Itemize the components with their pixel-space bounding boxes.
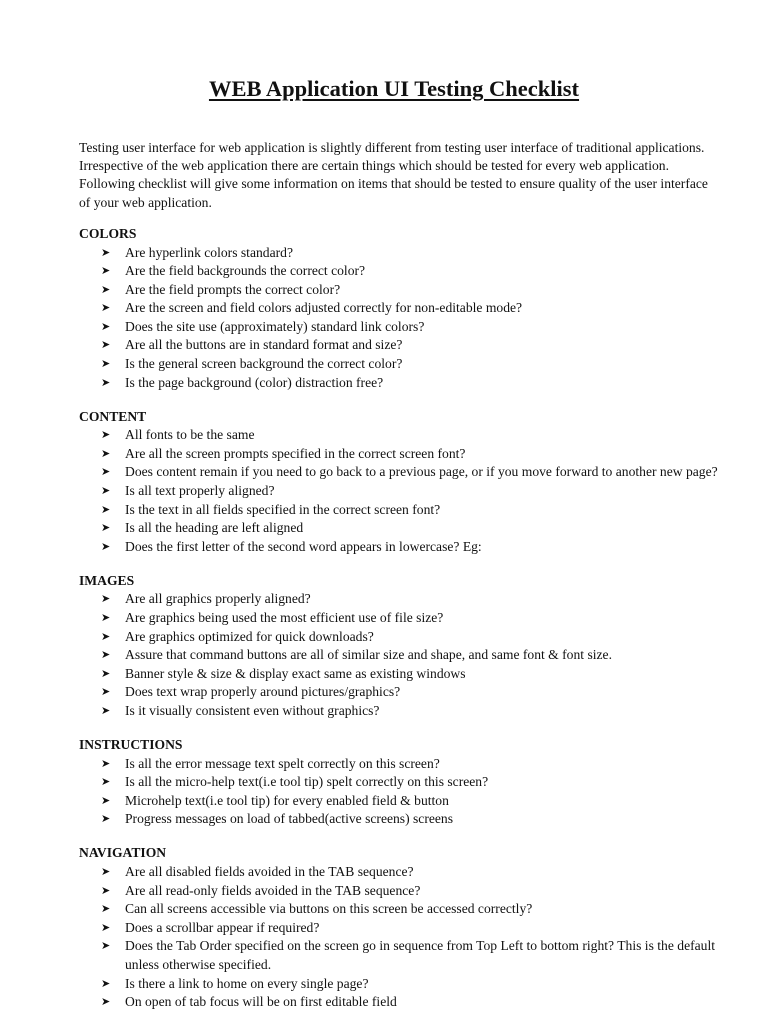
checklist-item <box>79 702 719 721</box>
checklist-item <box>79 863 719 882</box>
section-navigation <box>79 844 719 1011</box>
arrowhead-bullet-icon: ➤ <box>101 703 111 717</box>
checklist-item <box>79 538 719 557</box>
arrowhead-bullet-icon: ➤ <box>101 428 111 442</box>
arrowhead-bullet-icon: ➤ <box>101 338 111 352</box>
checklist-item <box>79 482 719 501</box>
arrowhead-bullet-icon: ➤ <box>101 465 111 479</box>
checklist-item-text: Is there a link to home on every single page? <box>125 975 369 991</box>
checklist-item-text: Does text wrap properly around pictures/graphics? <box>125 684 401 700</box>
arrowhead-bullet-icon: ➤ <box>101 319 111 333</box>
checklist-item-text: Is all the micro-help text(i.e tool tip) spelt correctly on this screen? <box>125 774 489 790</box>
checklist-item <box>79 318 719 337</box>
checklist-item <box>79 355 719 374</box>
checklist-item-text: Is the page background (color) distraction free? <box>125 374 384 390</box>
checklist-item <box>79 993 719 1012</box>
checklist-item-text: Does the first letter of the second word appears in lowercase? Eg: <box>125 538 482 554</box>
arrowhead-bullet-icon: ➤ <box>101 666 111 680</box>
arrowhead-bullet-icon: ➤ <box>101 995 111 1009</box>
arrowhead-bullet-icon: ➤ <box>101 920 111 934</box>
section-heading: NAVIGATION <box>79 845 167 861</box>
checklist-item <box>79 244 719 263</box>
section-images <box>79 572 719 721</box>
arrowhead-bullet-icon: ➤ <box>101 282 111 296</box>
arrowhead-bullet-icon: ➤ <box>101 264 111 278</box>
arrowhead-bullet-icon: ➤ <box>101 484 111 498</box>
checklist-item-text: Is all text properly aligned? <box>125 483 275 499</box>
checklist-item-text: Are the screen and field colors adjusted correctly for non-editable mode? <box>125 300 523 316</box>
arrowhead-bullet-icon: ➤ <box>101 756 111 770</box>
arrowhead-bullet-icon: ➤ <box>101 357 111 371</box>
section-instructions <box>79 736 719 829</box>
checklist-items <box>79 755 719 829</box>
checklist-item-text: Does the Tab Order specified on the screen go in sequence from Top Left to bottom right? This is the default unless otherwise specified. <box>125 938 716 972</box>
checklist-item-text: Are the field backgrounds the correct color? <box>125 263 366 279</box>
checklist-item-text: Does content remain if you need to go back to a previous page, or if you move forward to another new page? <box>125 464 718 480</box>
arrowhead-bullet-icon: ➤ <box>101 301 111 315</box>
arrowhead-bullet-icon: ➤ <box>101 611 111 624</box>
checklist-item-text: Microhelp text(i.e tool tip) for every enabled field & button <box>125 792 449 808</box>
checklist-items <box>79 590 719 720</box>
checklist-item <box>79 882 719 901</box>
checklist-item <box>79 683 719 702</box>
arrowhead-bullet-icon: ➤ <box>101 592 111 606</box>
checklist-item-text: Are all graphics properly aligned? <box>125 591 311 607</box>
checklist-sections <box>79 225 719 1027</box>
checklist-item-text: Is the general screen background the correct color? <box>125 356 403 372</box>
checklist-item <box>79 262 719 281</box>
checklist-item-text: Is all the error message text spelt correctly on this screen? <box>125 755 440 771</box>
checklist-item <box>79 792 719 811</box>
checklist-item-text: All fonts to be the same <box>125 427 255 443</box>
checklist-item <box>79 445 719 464</box>
checklist-item-text: Are hyperlink colors standard? <box>125 244 293 260</box>
checklist-item-text: Can all screens accessible via buttons on this screen be accessed correctly? <box>125 901 533 917</box>
arrowhead-bullet-icon: ➤ <box>101 939 111 953</box>
arrowhead-bullet-icon: ➤ <box>101 245 111 259</box>
checklist-item <box>79 646 719 665</box>
checklist-item-text: Is it visually consistent even without graphics? <box>125 702 380 718</box>
checklist-item <box>79 937 719 974</box>
checklist-item-text: Is all the heading are left aligned <box>125 520 304 536</box>
checklist-item <box>79 975 719 994</box>
arrowhead-bullet-icon: ➤ <box>101 976 111 990</box>
checklist-item <box>79 590 719 609</box>
arrowhead-bullet-icon: ➤ <box>101 446 111 460</box>
checklist-item-text: Assure that command buttons are all of similar size and shape, and same font & font size. <box>125 647 612 663</box>
checklist-item-text: Are graphics optimized for quick downloads? <box>125 628 374 644</box>
arrowhead-bullet-icon: ➤ <box>101 648 111 662</box>
section-heading: CONTENT <box>79 408 147 424</box>
checklist-items <box>79 863 719 1012</box>
checklist-item-text: Banner style & size & display exact same as existing windows <box>125 665 466 681</box>
checklist-item <box>79 281 719 300</box>
arrowhead-bullet-icon: ➤ <box>101 502 111 516</box>
checklist-item <box>79 773 719 792</box>
arrowhead-bullet-icon: ➤ <box>101 883 111 897</box>
section-heading: COLORS <box>79 226 137 241</box>
document-title: WEB Application UI Testing Checklist <box>208 76 580 101</box>
checklist-item-text: Are graphics being used the most efficient use of file size? <box>125 610 444 625</box>
arrowhead-bullet-icon: ➤ <box>101 812 111 826</box>
checklist-item-text: Is the text in all fields specified in the correct screen font? <box>125 501 441 517</box>
checklist-items <box>79 244 719 393</box>
checklist-item-text: Are all the screen prompts specified in the correct screen font? <box>125 445 466 461</box>
checklist-item-text: Are all read-only fields avoided in the TAB sequence? <box>125 882 421 898</box>
checklist-item <box>79 501 719 520</box>
arrowhead-bullet-icon: ➤ <box>101 629 111 643</box>
checklist-item <box>79 919 719 938</box>
checklist-item-text: Does a scrollbar appear if required? <box>125 919 320 935</box>
checklist-item <box>79 463 719 482</box>
arrowhead-bullet-icon: ➤ <box>101 902 111 916</box>
intro-paragraph: Testing user interface for web application is slightly different from testing user interface of traditional applications. Irrespective of the web application there are certain things which should be tested for every web application. Following checklist will give some information on items that should be tested to ensure quality of the user interface of your web application. <box>79 140 708 210</box>
checklist-item <box>79 519 719 538</box>
section-heading: INSTRUCTIONS <box>79 737 183 753</box>
checklist-item-text: Are all the buttons are in standard format and size? <box>125 337 403 353</box>
arrowhead-bullet-icon: ➤ <box>101 375 111 389</box>
checklist-item-text: On open of tab focus will be on first editable field <box>125 994 397 1010</box>
checklist-item-text: Are all disabled fields avoided in the TAB sequence? <box>125 863 414 879</box>
section-content <box>79 408 719 557</box>
checklist-item-text: Progress messages on load of tabbed(active screens) screens <box>125 811 454 827</box>
checklist-items <box>79 426 719 556</box>
checklist-item <box>79 810 719 829</box>
arrowhead-bullet-icon: ➤ <box>101 864 111 878</box>
arrowhead-bullet-icon: ➤ <box>101 685 111 699</box>
checklist-item <box>79 299 719 318</box>
arrowhead-bullet-icon: ➤ <box>101 775 111 789</box>
checklist-item <box>79 755 719 774</box>
checklist-item <box>79 426 719 445</box>
checklist-item <box>79 336 719 355</box>
checklist-item <box>79 900 719 919</box>
section-colors <box>79 225 719 392</box>
checklist-item-text: Are the field prompts the correct color? <box>125 281 341 297</box>
section-heading: IMAGES <box>79 572 135 588</box>
checklist-item <box>79 374 719 393</box>
checklist-item <box>79 665 719 684</box>
arrowhead-bullet-icon: ➤ <box>101 539 111 553</box>
arrowhead-bullet-icon: ➤ <box>101 521 111 535</box>
checklist-item <box>79 628 719 647</box>
arrowhead-bullet-icon: ➤ <box>101 793 111 807</box>
checklist-item <box>79 609 719 628</box>
checklist-item-text: Does the site use (approximately) standard link colors? <box>125 318 425 334</box>
